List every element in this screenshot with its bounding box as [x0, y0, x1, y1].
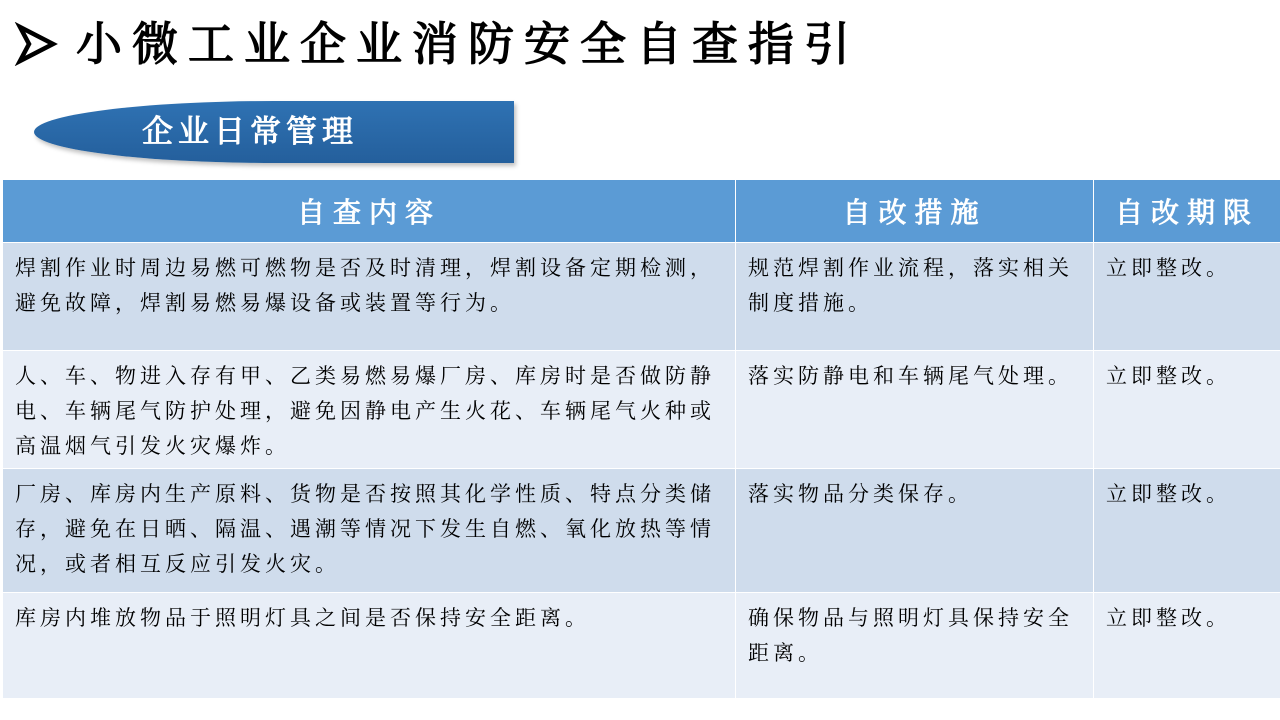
cell-deadline: 立即整改。 — [1094, 593, 1280, 699]
table-row — [3, 351, 1280, 469]
section-title: 企业日常管理 — [142, 114, 358, 150]
table-header-row — [3, 180, 1280, 243]
cell-deadline: 立即整改。 — [1094, 243, 1280, 351]
cell-measure: 落实防静电和车辆尾气处理。 — [736, 351, 1094, 469]
table-row — [3, 593, 1280, 699]
cell-measure: 落实物品分类保存。 — [736, 469, 1094, 593]
header-deadline: 自改期限 — [1094, 180, 1280, 243]
cell-content: 焊割作业时周边易燃可燃物是否及时清理，焊割设备定期检测，避免故障，焊割易燃易爆设备或装置等行为。 — [3, 243, 736, 351]
table-row — [3, 243, 1280, 351]
cell-measure: 规范焊割作业流程，落实相关制度措施。 — [736, 243, 1094, 351]
cell-content: 人、车、物进入存有甲、乙类易燃易爆厂房、库房时是否做防静电、车辆尾气防护处理，避免因静电产生火花、车辆尾气火种或高温烟气引发火灾爆炸。 — [3, 351, 736, 469]
header-measure: 自改措施 — [736, 180, 1094, 243]
cell-content: 厂房、库房内生产原料、货物是否按照其化学性质、特点分类储存，避免在日晒、隔温、遇潮等情况下发生自燃、氧化放热等情况，或者相互反应引发火灾。 — [3, 469, 736, 593]
table-row — [3, 469, 1280, 593]
header-content: 自查内容 — [3, 180, 736, 243]
cell-deadline: 立即整改。 — [1094, 469, 1280, 593]
self-check-table — [2, 179, 1280, 699]
section-banner — [34, 101, 514, 163]
cell-content: 库房内堆放物品于照明灯具之间是否保持安全距离。 — [3, 593, 736, 699]
arrow-right-outline-icon — [14, 22, 58, 66]
page-title: 小微工业企业消防安全自查指引 — [76, 17, 860, 71]
cell-deadline: 立即整改。 — [1094, 351, 1280, 469]
title-row — [14, 12, 860, 76]
cell-measure: 确保物品与照明灯具保持安全距离。 — [736, 593, 1094, 699]
